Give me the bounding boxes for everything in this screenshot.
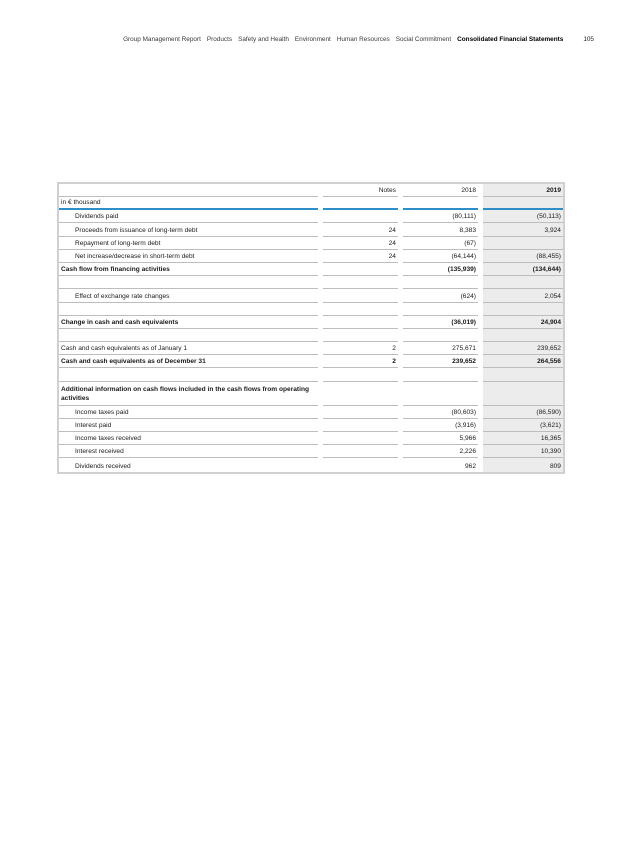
section-heading-row (59, 382, 563, 406)
empty-row (59, 276, 563, 289)
table-row: Interest paid (3,916) (3,621) (59, 419, 563, 432)
nav-human-resources[interactable]: Human Resources (336, 36, 390, 43)
nav-environment[interactable]: Environment (294, 36, 331, 43)
table-row: Dividends received 962 809 (59, 458, 563, 471)
nav-consolidated-financial-statements[interactable]: Consolidated Financial Statements (457, 36, 564, 43)
header-2019: 2019 (483, 184, 563, 197)
table-row: Repayment of long-term debt 24 (67) (59, 237, 563, 250)
table-row-total: Cash and cash equivalents as of December 31 2 239,652 264,556 (59, 355, 563, 368)
table-row: Effect of exchange rate changes (624) 2,054 (59, 289, 563, 302)
table-row: Proceeds from issuance of long-term debt 24 8,383 3,924 (59, 223, 563, 236)
nav-products[interactable]: Products (206, 36, 233, 43)
empty-row (59, 303, 563, 316)
header-notes: Notes (323, 184, 398, 197)
header-navigation (123, 36, 594, 43)
unit-label: in € thousand (59, 197, 318, 210)
table-row-total: Cash flow from financing activities (135,939) (134,644) (59, 263, 563, 276)
table-header-row (59, 184, 563, 197)
table-row: Dividends paid (80,111) (50,113) (59, 210, 563, 223)
unit-row (59, 197, 563, 210)
table-row-total: Change in cash and cash equivalents (36,019) 24,904 (59, 316, 563, 329)
table-row: Cash and cash equivalents as of January 1 2 275,671 239,652 (59, 342, 563, 355)
table-row: Income taxes received 5,966 16,365 (59, 432, 563, 445)
table-row: Income taxes paid (80,603) (86,590) (59, 406, 563, 419)
nav-social-commitment[interactable]: Social Commitment (395, 36, 452, 43)
empty-row (59, 368, 563, 381)
page-number: 105 (583, 36, 594, 43)
cash-flow-table (57, 182, 565, 474)
nav-group-management-report[interactable]: Group Management Report (123, 36, 201, 43)
nav-safety-and-health[interactable]: Safety and Health (238, 36, 289, 43)
table-row: Net increase/decrease in short-term debt 24 (64,144) (88,455) (59, 250, 563, 263)
table-row: Interest received 2,226 10,390 (59, 445, 563, 458)
header-2018: 2018 (403, 184, 478, 197)
section-heading: Additional information on cash flows included in the cash flows from operating activities (59, 382, 318, 406)
header-label-cell (59, 184, 318, 197)
empty-row (59, 329, 563, 342)
